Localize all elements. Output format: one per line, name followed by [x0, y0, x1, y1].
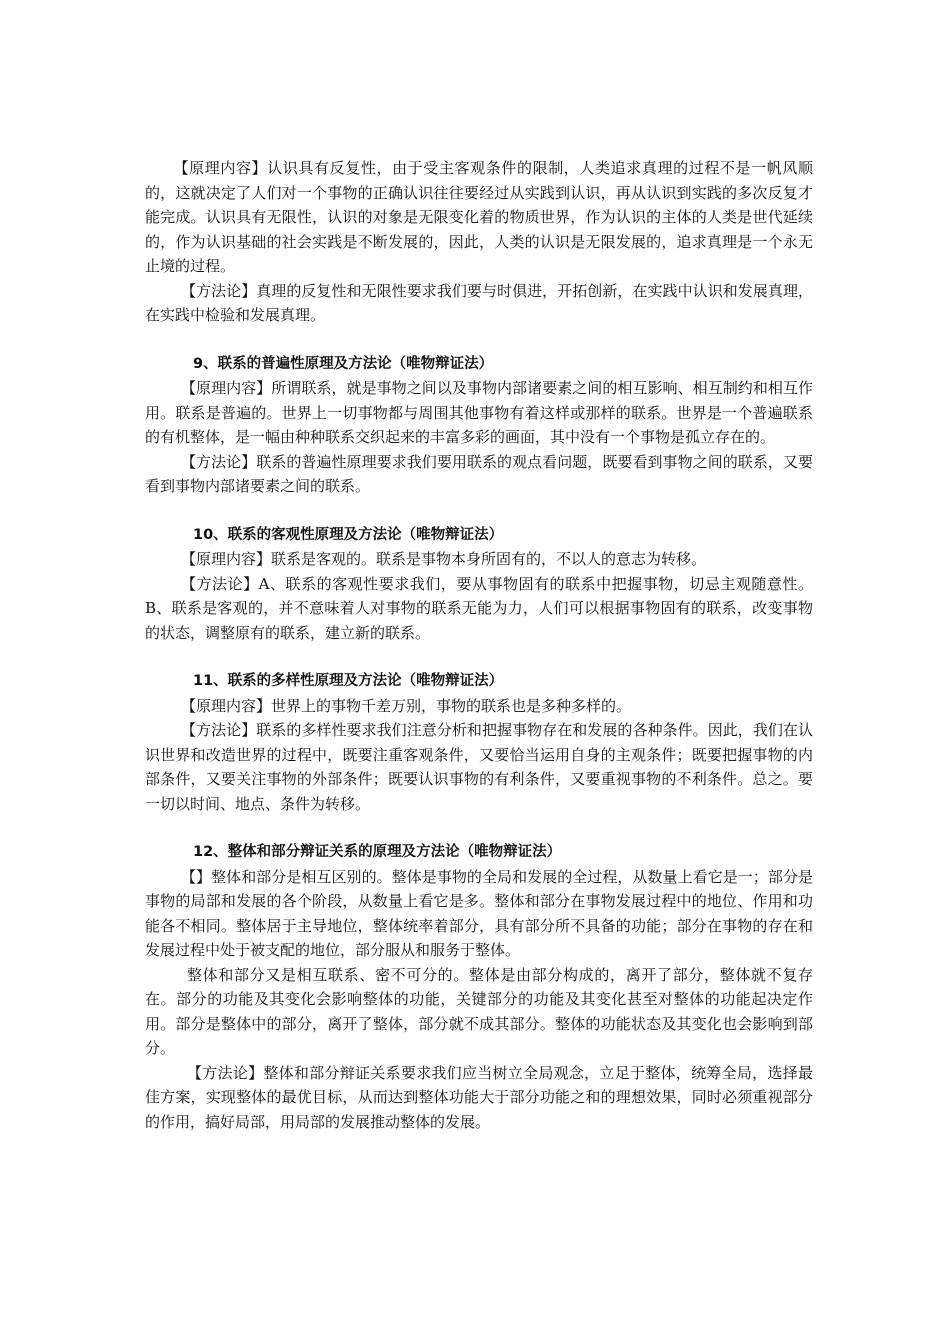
section-10-method: 【方法论】A、联系的客观性要求我们，要从事物固有的联系中把握事物，切忌主观随意性。B、联系是客观的，并不意味着人对事物的联系无能为力，人们可以根据事物固有的联系，改变事物的状态，调整原有的联系，建立新的联系。 [145, 574, 813, 642]
intro-principle-paragraph: 【原理内容】认识具有反复性，由于受主客观条件的限制，人类追求真理的过程不是一帆风顺的，这就决定了人们对一个事物的正确认识往往要经过从实践到认识，再从认识到实践的多次反复才能完成。认识具有无限性，认识的对象是无限变化着的物质世界，作为认识的主体的人类是世代延续的，作为认识基础的社会实践是不断发展的，因此，人类的认识是无限发展的，追求真理是一个永无止境的过程。 [145, 159, 813, 275]
section-9-principle: 【原理内容】所谓联系，就是事物之间以及事物内部诸要素之间的相互影响、相互制约和相互作用。联系是普遍的。世界上一切事物都与周围其他事物有着这样或那样的联系。世界是一个普遍联系的有机整体，是一幅由种种联系交织起来的丰富多彩的画面，其中没有一个事物是孤立存在的。 [145, 379, 813, 446]
section-11-method: 【方法论】联系的多样性要求我们注意分析和把握事物存在和发展的各种条件。因此，我们在认识世界和改造世界的过程中，既要注重客观条件，又要恰当运用自身的主观条件；既要把握事物的内部条件，又要关注事物的外部条件；既要认识事物的有利条件，又要重视事物的不利条件。总之。要一切以时间、地点、条件为转移。 [145, 721, 813, 813]
section-9-method: 【方法论】联系的普遍性原理要求我们要用联系的观点看问题，既要看到事物之间的联系，又要看到事物内部诸要素之间的联系。 [145, 452, 813, 495]
document-page [145, 156, 813, 1134]
intro-method-paragraph: 【方法论】真理的反复性和无限性要求我们要与时俱进，开拓创新，在实践中认识和发展真理，在实践中检验和发展真理。 [145, 281, 813, 324]
section-10-principle: 【原理内容】联系是客观的。联系是事物本身所固有的，不以人的意志为转移。 [181, 550, 707, 568]
section-heading-12: 12、整体和部分辩证关系的原理及方法论（唯物辩证法） [193, 844, 562, 860]
section-12-principle: 【】整体和部分是相互区别的。整体是事物的全局和发展的全过程，从数量上看它是一；部分是事物的局部和发展的各个阶段，从数量上看它是多。整体和部分在事物发展过程中的地位、作用和功能各不相同。整体居于主导地位，整体统率着部分，具有部分所不具备的功能；部分在事物的存在和发展过程中处于被支配的地位，部分服从和服务于整体。 [145, 867, 813, 959]
section-12-principle-continued: 整体和部分又是相互联系、密不可分的。整体是由部分构成的，离开了部分，整体就不复存在。部分的功能及其变化会影响整体的功能，关键部分的功能及其变化甚至对整体的功能起决定作用。部分是整体中的部分，离开了整体，部分就不成其部分。整体的功能状态及其变化也会影响到部分。 [145, 965, 813, 1057]
section-heading-11: 11、联系的多样性原理及方法论（唯物辩证法） [193, 673, 504, 689]
section-12-method: 【方法论】整体和部分辩证关系要求我们应当树立全局观念，立足于整体，统筹全局，选择最佳方案，实现整体的最优目标，从而达到整体功能大于部分功能之和的理想效果，同时必须重视部分的作用，搞好局部，用局部的发展推动整体的发展。 [145, 1063, 813, 1131]
section-11-principle: 【原理内容】世界上的事物千差万别，事物的联系也是多种多样的。 [181, 696, 632, 715]
section-heading-9: 9、联系的普遍性原理及方法论（唯物辩证法） [193, 355, 494, 372]
section-heading-10: 10、联系的客观性原理及方法论（唯物辩证法） [193, 526, 504, 543]
